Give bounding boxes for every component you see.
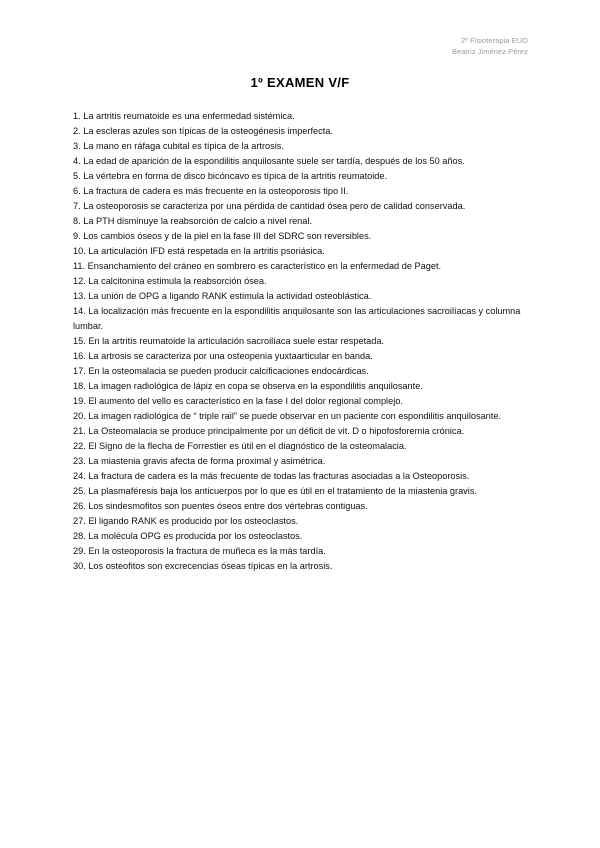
header-course: 2º Fisioterapia EUO bbox=[460, 36, 528, 45]
question-item: 24. La fractura de cadera es la más frecuente de todas las fracturas asociadas a la Osteoporosis. bbox=[73, 471, 470, 481]
question-item: 13. La unión de OPG a ligando RANK estimula la actividad osteoblástica. bbox=[73, 291, 372, 301]
question-item: 28. La molécula OPG es producida por los osteoclastos. bbox=[73, 531, 303, 541]
header-note bbox=[452, 35, 528, 57]
question-item: 30. Los osteofitos son excrecencias óseas típicas en la artrosis. bbox=[73, 561, 333, 571]
question-item: 6. La fractura de cadera es más frecuente en la osteoporosis tipo II. bbox=[73, 186, 349, 196]
question-item: 14. La localización más frecuente en la espondilitis anquilosante son las articulaciones sacroilíacas y columna lumbar. bbox=[73, 306, 521, 331]
question-item: 3. La mano en ráfaga cubital es típica de la artrosis. bbox=[73, 141, 284, 151]
question-item: 2. La escleras azules son típicas de la osteogénesis imperfecta. bbox=[73, 126, 333, 136]
question-item: 16. La artrosis se caracteriza por una osteopenia yuxtaarticular en banda. bbox=[73, 351, 373, 361]
question-item: 23. La miastenia gravis afecta de forma proximal y asimétrica. bbox=[73, 456, 326, 466]
question-item: 18. La imagen radiológica de lápiz en copa se observa en la espondilitis anquilosante. bbox=[73, 381, 423, 391]
question-item: 29. En la osteoporosis la fractura de muñeca es la más tardía. bbox=[73, 546, 326, 556]
question-item: 27. El ligando RANK es producido por los osteoclastos. bbox=[73, 516, 299, 526]
question-item: 7. La osteoporosis se caracteriza por una pérdida de cantidad ósea pero de calidad conservada. bbox=[73, 201, 466, 211]
header-author: Beatriz Jiménez Pérez bbox=[451, 47, 528, 56]
question-item: 26. Los sindesmofitos son puentes óseos entre dos vértebras contiguas. bbox=[73, 501, 368, 511]
question-item: 8. La PTH disminuye la reabsorción de calcio a nivel renal. bbox=[73, 216, 312, 226]
question-item: 12. La calcitonina estimula la reabsorción ósea. bbox=[73, 276, 267, 286]
question-item: 19. El aumento del vello es característico en la fase I del dolor regional complejo. bbox=[73, 396, 403, 406]
question-item: 5. La vértebra en forma de disco bicóncavo es típica de la artritis reumatoide. bbox=[73, 171, 388, 181]
question-item: 9. Los cambios óseos y de la piel en la fase III del SDRC son reversibles. bbox=[73, 231, 372, 241]
page-title: 1º EXAMEN V/F bbox=[250, 75, 350, 90]
question-item: 20. La imagen radiológica de “ triple rail” se puede observar en un paciente con espondilitis anquilosante. bbox=[73, 411, 501, 421]
question-item: 4. La edad de aparición de la espondilitis anquilosante suele ser tardía, después de los 50 años. bbox=[73, 156, 465, 166]
question-item: 1. La artritis reumatoide es una enfermedad sistémica. bbox=[73, 111, 295, 121]
question-item: 21. La Osteomalacia se produce principalmente por un déficit de vit. D o hipofosforemia crónica. bbox=[73, 426, 465, 436]
question-item: 11. Ensanchamiento del cráneo en sombrero es característico en la enfermedad de Paget. bbox=[73, 261, 442, 271]
question-item: 22. El Signo de la flecha de Forrestier es útil en el diagnóstico de la osteomalacia. bbox=[73, 441, 407, 451]
question-list bbox=[73, 109, 531, 574]
question-item: 17. En la osteomalacia se pueden producir calcificaciones endocárdicas. bbox=[73, 366, 369, 376]
question-item: 25. La plasmaféresis baja los anticuerpos por lo que es útil en el tratamiento de la miastenia gravis. bbox=[73, 486, 477, 496]
question-item: 15. En la artritis reumatoide la articulación sacroilíaca suele estar respetada. bbox=[73, 336, 385, 346]
question-item: 10. La articulación IFD está respetada en la artritis psoriásica. bbox=[73, 246, 325, 256]
